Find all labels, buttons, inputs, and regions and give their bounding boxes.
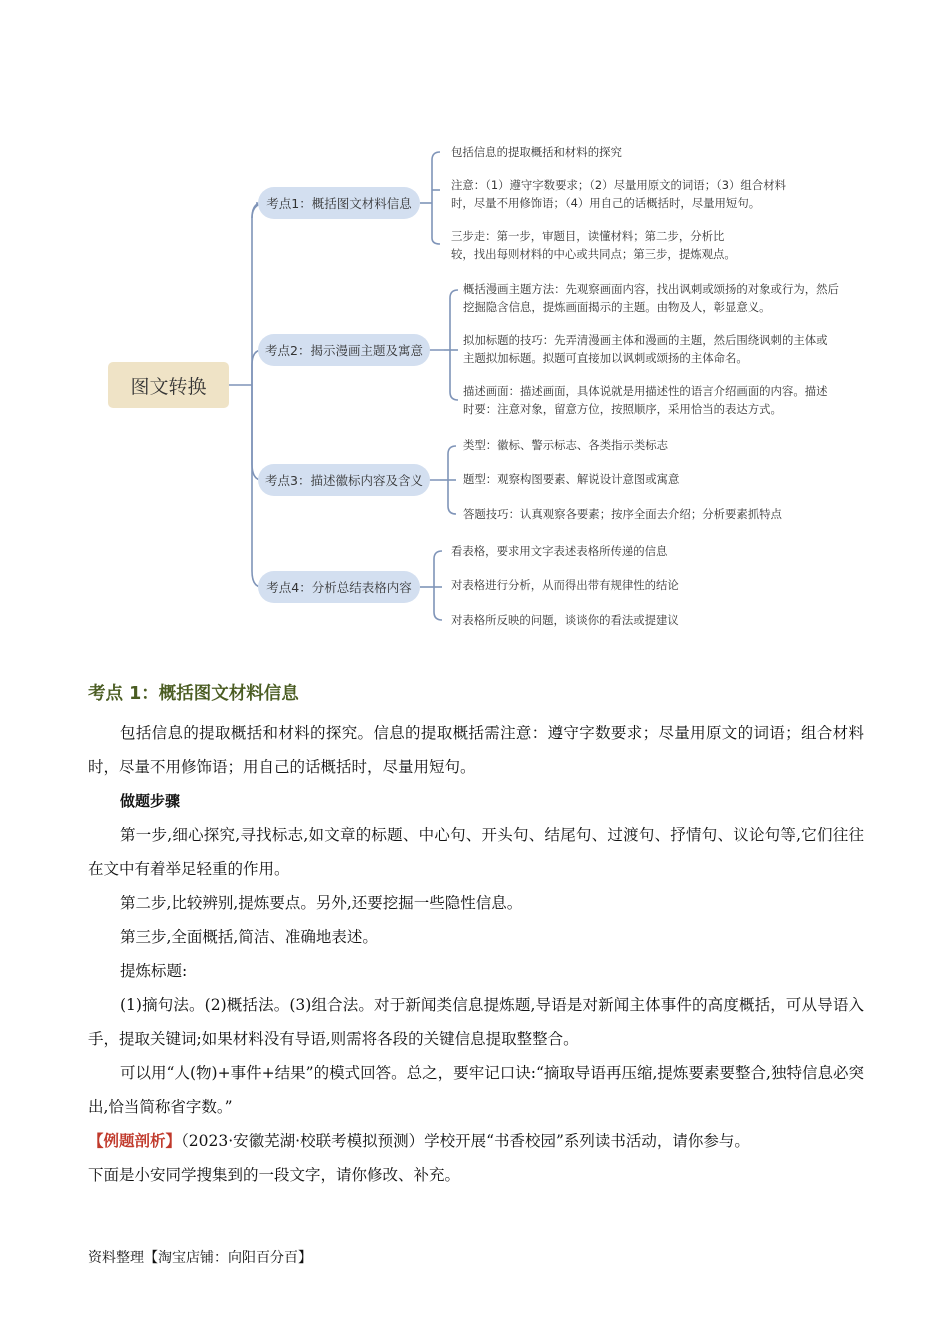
formula-paragraph: 可以用“人(物)+事件+结果”的模式回答。总之，要牢记口诀:“摘取导语再压缩,提炼要素要整合,独特信息必突出,恰当简称省字数。” xyxy=(88,1064,864,1116)
steps-title: 做题步骤 xyxy=(120,792,181,810)
example-text: （2023·安徽芜湖·校联考模拟预测）学校开展“书香校园”系列读书活动，请你参与。 xyxy=(181,1132,750,1150)
leaf-2-3: 描述画面：描述画面，具体说就是用描述性的语言介绍画面的内容。描述 时要：注意对象，留意方位，按照顺序，采用恰当的表达方式。 xyxy=(463,384,828,416)
leaf-4-2: 对表格进行分析，从而得出带有规律性的结论 xyxy=(451,578,679,592)
mind-map xyxy=(0,0,950,660)
topic-4: 考点4：分析总结表格内容 xyxy=(258,571,420,603)
step-2: 第二步,比较辨别,提炼要点。另外,还要挖掘一些隐性信息。 xyxy=(120,894,523,912)
footer: 资料整理【淘宝店铺：向阳百分百】 xyxy=(88,1250,312,1266)
mind-map-connectors xyxy=(0,0,950,660)
leaf-4-3: 对表格所反映的问题，谈谈你的看法或提建议 xyxy=(451,613,679,627)
leaf-3-2: 题型：观察构图要素、解说设计意图或寓意 xyxy=(463,472,680,486)
leaf-1-3: 三步走：第一步，审题目，读懂材料；第二步，分析比 较，找出每则材料的中心或共同点；第三步，提炼观点。 xyxy=(451,229,736,261)
leaf-4-1: 看表格，要求用文字表述表格所传递的信息 xyxy=(451,544,668,558)
section-heading: 考点 1：概括图文材料信息 xyxy=(88,684,299,704)
step-3: 第三步,全面概括,简洁、准确地表述。 xyxy=(120,928,378,946)
leaf-3-1: 类型：徽标、警示标志、各类指示类标志 xyxy=(463,438,669,452)
title-label: 提炼标题: xyxy=(120,962,188,980)
topic-3: 考点3：描述徽标内容及含义 xyxy=(258,464,430,496)
section-body xyxy=(88,716,864,1192)
leaf-1-1: 包括信息的提取概括和材料的探究 xyxy=(451,145,622,159)
topic-1: 考点1：概括图文材料信息 xyxy=(258,187,420,219)
methods-paragraph: (1)摘句法。(2)概括法。(3)组合法。对于新闻类信息提炼题,导语是对新闻主体事件的高度概括，可从导语入手，提取关键词;如果材料没有导语,则需将各段的关键信息提取整整合。 xyxy=(88,996,864,1048)
example-tag: 【例题剖析】 xyxy=(88,1132,182,1150)
leaf-2-2: 拟加标题的技巧：先弄清漫画主体和漫画的主题，然后围绕讽刺的主体或 主题拟加标题。拟题可直接加以讽刺或颂扬的主体命名。 xyxy=(463,333,828,365)
leaf-3-3: 答题技巧：认真观察各要素；按序全面去介绍；分析要素抓特点 xyxy=(463,507,782,521)
mind-map-root: 图文转换 xyxy=(108,362,229,408)
leaf-1-2: 注意：（1）遵守字数要求；（2）尽量用原文的词语；（3）组合材料 时，尽量不用修饰语；（4）用自己的话概括时，尽量用短句。 xyxy=(451,178,786,210)
leaf-2-1: 概括漫画主题方法：先观察画面内容，找出讽刺或颂扬的对象或行为，然后 挖掘隐含信息，提炼画面揭示的主题。由物及人，彰显意义。 xyxy=(463,282,839,314)
example-line xyxy=(88,1124,864,1158)
intro-paragraph: 包括信息的提取概括和材料的探究。信息的提取概括需注意：遵守字数要求；尽量用原文的词语；组合材料时，尽量不用修饰语；用自己的话概括时，尽量用短句。 xyxy=(88,724,864,776)
topic-2: 考点2：揭示漫画主题及寓意 xyxy=(258,334,430,366)
example-line-2: 下面是小安同学搜集到的一段文字，请你修改、补充。 xyxy=(88,1166,461,1184)
step-1: 第一步,细心探究,寻找标志,如文章的标题、中心句、开头句、结尾句、过渡句、抒情句、议论句等,它们往往在文中有着举足轻重的作用。 xyxy=(88,826,864,878)
